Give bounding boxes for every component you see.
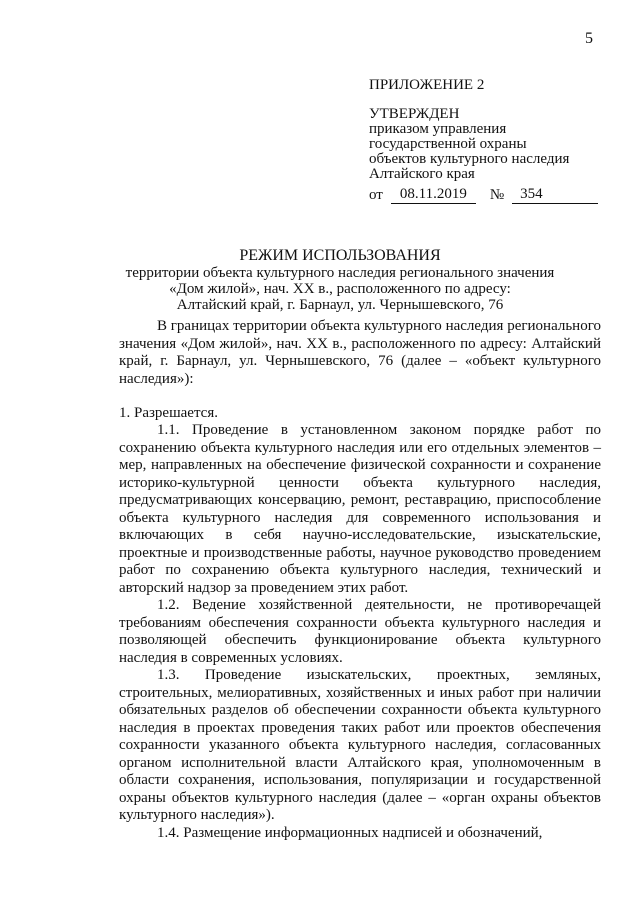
item-paragraph: 1.4. Размещение информационных надписей и обозначений, (157, 824, 543, 841)
item-paragraph: 1.1. Проведение в установленном законом порядке работ по сохранению объекта культурного наследия или его отдельных элементов – мер, направленных на обеспечение физической сохранности и сохранение историко-культурной ценности объекта культурного наследия, предусматривающих консервацию, ремонт, реставрацию, приспособление объекта культурного наследия для современного использования и включающих в себя научно-исследовательские, изыскательские, проектные и производственные работы, научное руководство проведением работ по сохранению объекта культурного наследия, технический и авторский надзор за проведением этих работ. (119, 422, 601, 596)
approved-label: УТВЕРЖДЕН (369, 106, 460, 122)
page-number: 5 (585, 30, 593, 47)
heading-line: Алтайский край, г. Барнаул, ул. Чернышевского, 76 (176, 297, 504, 313)
appendix-line: государственной охраны (369, 136, 527, 152)
order-from-label: от (369, 187, 383, 203)
order-date: 08.11.2019 (391, 186, 476, 204)
heading-title: РЕЖИМ ИСПОЛЬЗОВАНИЯ (239, 247, 441, 264)
appendix-line: приказом управления (369, 121, 507, 137)
heading-line: «Дом жилой», нач. XX в., расположенного по адресу: (169, 281, 511, 297)
appendix-title: ПРИЛОЖЕНИЕ 2 (369, 77, 485, 93)
appendix-line: Алтайского края (369, 166, 475, 182)
item-paragraph: 1.3. Проведение изыскательских, проектных, земляных, строительных, мелиоративных, хозяйственных и иных работ при наличии обязательных разделов об обеспечении сохранности объекта культурного наследия в проектах проведения таких работ или проектов обеспечения сохранности указанного объекта культурного наследия, согласованных органом исполнительной власти Алтайского края, уполномоченным в области сохранения, использования, популяризации и государственной охраны объектов культурного наследия (далее – «орган охраны объектов культурного наследия»). (119, 667, 601, 823)
heading-line: территории объекта культурного наследия регионального значения (125, 265, 555, 281)
item-paragraph: 1.2. Ведение хозяйственной деятельности, не противоречащей требованиям обеспечения сохранности объекта культурного наследия и позволяющей обеспечить функционирование объекта культурного наследия в современных условиях. (119, 597, 601, 666)
order-number-label: № (489, 187, 505, 203)
order-number: 354 (512, 186, 598, 204)
intro-paragraph: В границах территории объекта культурного наследия регионального значения «Дом жилой», нач. XX в., расположенного по адресу: Алтайский край, г. Барнаул, ул. Чернышевского, 76 (далее – «объект культурного наследия»): (119, 318, 601, 387)
document-body (119, 318, 601, 842)
document-heading (70, 247, 610, 313)
appendix-block (369, 76, 609, 204)
section-title: 1. Разрешается. (119, 405, 218, 421)
order-line (369, 186, 609, 204)
appendix-line: объектов культурного наследия (369, 151, 570, 167)
